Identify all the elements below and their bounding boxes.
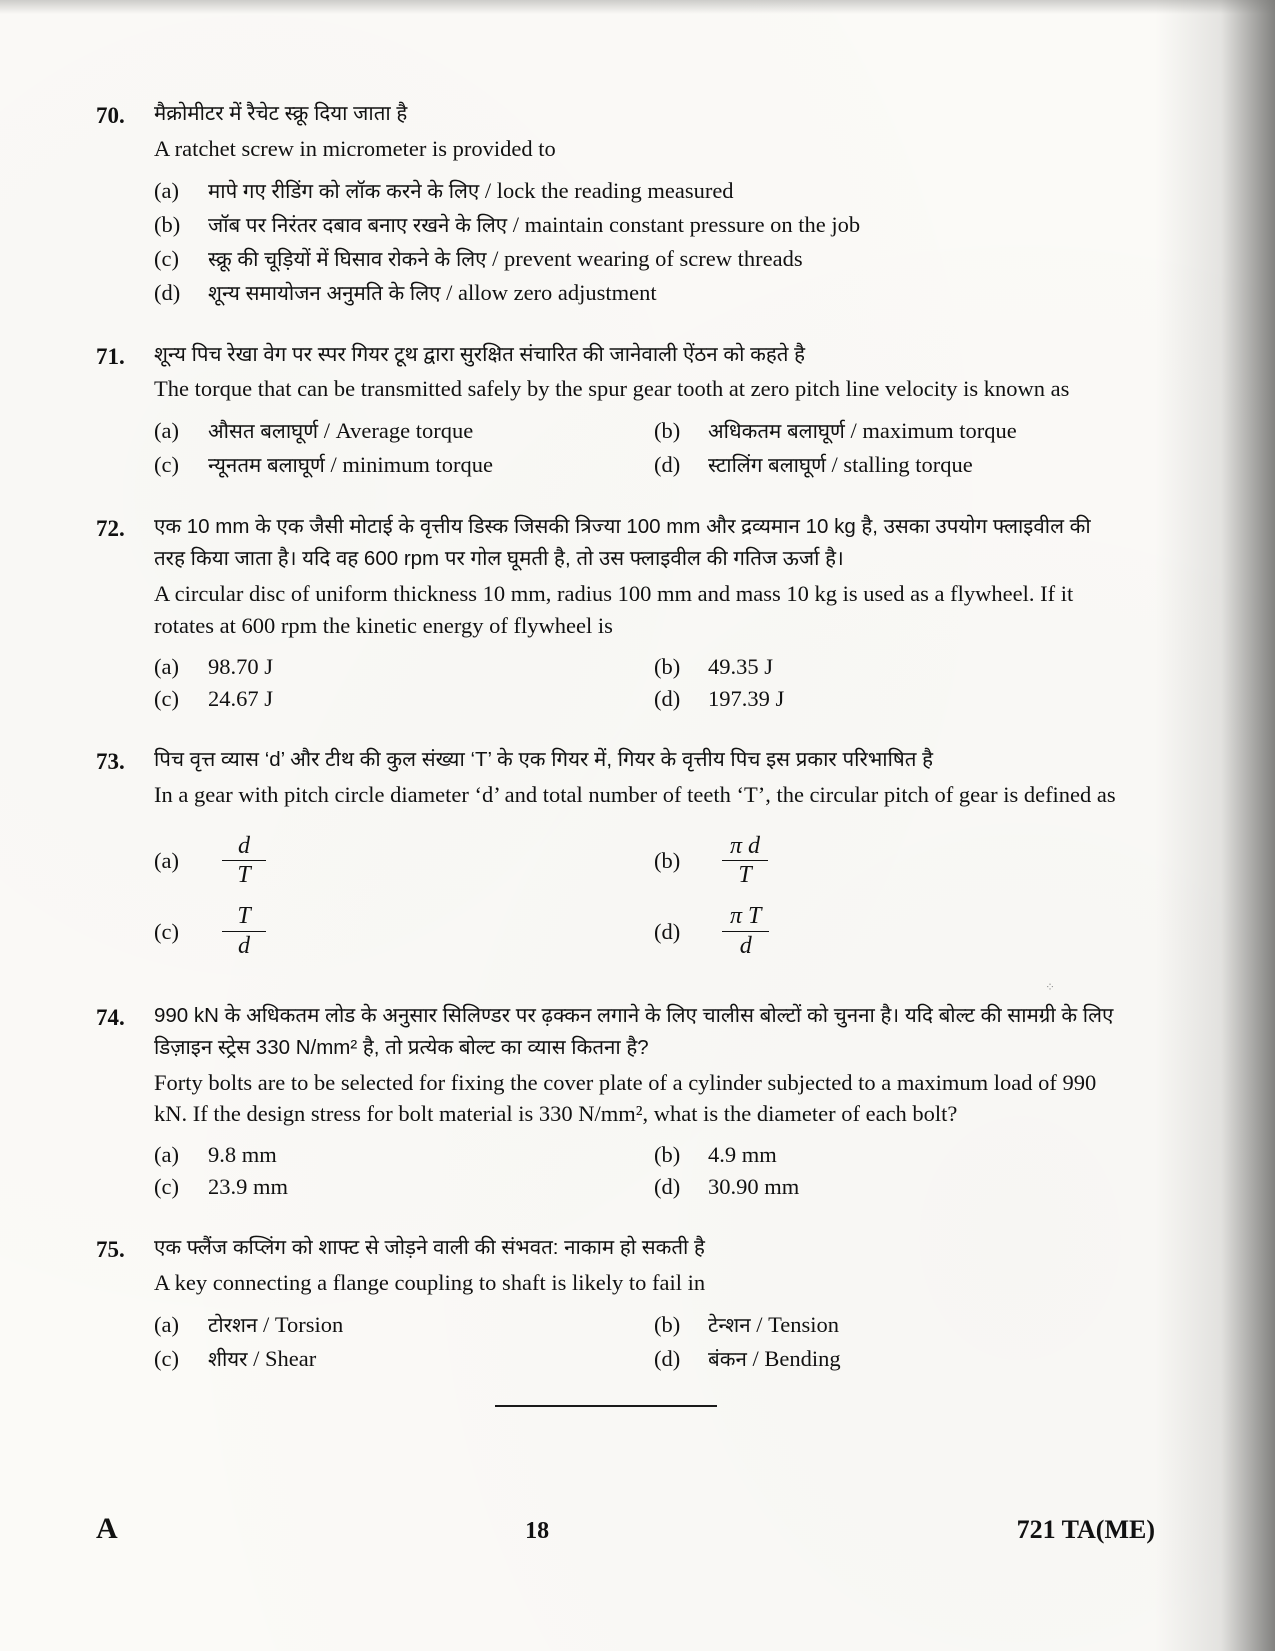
option-text	[208, 1311, 343, 1339]
question-75	[96, 1232, 1116, 1379]
option-text-hindi: शून्य समायोजन अनुमति के लिए	[208, 281, 441, 305]
option-text	[208, 279, 657, 307]
option-text-english: 98.70 J	[208, 653, 274, 679]
option-list	[154, 833, 1116, 961]
option-text-hindi: स्टालिंग बलाघूर्ण	[708, 454, 826, 478]
paper-code: 721 TA(ME)	[1016, 1515, 1155, 1544]
page-number: 18	[525, 1518, 550, 1544]
option-a[interactable]	[154, 1142, 654, 1168]
option-c[interactable]	[154, 245, 1116, 273]
option-b[interactable]	[154, 211, 1116, 239]
option-label: (b)	[654, 1312, 681, 1338]
option-label: (a)	[154, 418, 179, 444]
scan-speck: ⁘	[1045, 980, 1056, 994]
question-text-hindi: एक फ्लैंज कप्लिंग को शाफ्ट से जोड़ने वाली की संभवत: नाकाम हो सकती है	[154, 1236, 705, 1260]
question-body	[154, 1000, 1116, 1206]
section-divider	[495, 1405, 717, 1407]
option-label: (d)	[154, 279, 181, 305]
option-d[interactable]	[654, 686, 784, 712]
option-label: (d)	[654, 918, 681, 944]
option-b[interactable]	[654, 654, 773, 680]
option-text-english: / Torsion	[262, 1312, 344, 1338]
option-text-english: / maintain constant pressure on the job	[512, 211, 861, 237]
option-row	[154, 1345, 1116, 1373]
option-text-english: 24.67 J	[208, 685, 274, 711]
option-row	[154, 177, 1116, 205]
option-row	[154, 903, 1116, 960]
option-row	[154, 1142, 1116, 1168]
option-text-hindi: टोरशन	[208, 1314, 258, 1338]
option-text-english: / stalling torque	[831, 452, 973, 478]
option-text-hindi: जॉब पर निरंतर दबाव बनाए रखने के लिए	[208, 213, 508, 237]
question-text-hindi: पिच वृत्त व्यास ‘d’ और टीथ की कुल संख्या ‘T’ के एक गियर में, गियर के वृत्तीय पिच इस प्रकार परिभाषित है	[154, 747, 933, 771]
question-text-english: Forty bolts are to be selected for fixing the cover plate of a cylinder subjected to a maximum load of 990 kN. If the design stress for bolt material is 330 N/mm², what is the diameter of each bolt?	[154, 1069, 1097, 1127]
fraction-numerator: π d	[730, 832, 761, 859]
option-a[interactable]	[154, 177, 1116, 205]
option-text-english: 49.35 J	[708, 653, 774, 679]
question-number: 74.	[96, 1005, 125, 1031]
fraction-pid-over-T	[722, 833, 768, 890]
option-label: (c)	[154, 1174, 179, 1200]
question-body	[154, 98, 1116, 313]
option-b[interactable]	[654, 417, 1017, 445]
option-list	[154, 1311, 1116, 1373]
option-text-english: / allow zero adjustment	[446, 279, 657, 305]
option-text-hindi: स्क्रू की चूड़ियों में घिसाव रोकने के लिए	[208, 247, 487, 271]
question-text-english: A ratchet screw in micrometer is provided to	[154, 135, 556, 161]
option-text	[208, 211, 860, 239]
option-text-hindi: शीयर	[208, 1348, 248, 1372]
question-text-english: A circular disc of uniform thickness 10 mm, radius 100 mm and mass 10 kg is used as a flywheel. If it rotates at 600 rpm the kinetic energy of flywheel is	[154, 580, 1074, 638]
option-list	[154, 177, 1116, 307]
option-label: (a)	[154, 653, 179, 679]
option-b[interactable]	[654, 833, 768, 890]
option-label: (d)	[654, 685, 681, 711]
question-text-hindi: 990 kN के अधिकतम लोड के अनुसार सिलिण्डर पर ढ़क्कन लगाने के लिए चालीस बोल्टों को चुनना है। यदि बोल्ट की सामग्री के लिए डिज़ाइन स्ट्रेस 330 N/mm² है, तो प्रत्येक बोल्ट का व्यास कितना है?	[154, 1004, 1114, 1059]
option-text-english: / minimum torque	[330, 452, 493, 478]
option-text-hindi: न्यूनतम बलाघूर्ण	[208, 454, 325, 478]
option-text-hindi: टेन्शन	[708, 1314, 751, 1338]
option-text-english: / maximum torque	[850, 418, 1017, 444]
option-c[interactable]	[154, 686, 654, 712]
option-text-english: 197.39 J	[708, 685, 785, 711]
option-text	[708, 1345, 841, 1373]
option-text-hindi: बंकन	[708, 1348, 747, 1372]
fraction-denominator: d	[222, 931, 266, 960]
option-row	[154, 279, 1116, 307]
question-text-english: The torque that can be transmitted safely by the spur gear tooth at zero pitch line velocity is known as	[154, 376, 1070, 402]
question-72	[96, 511, 1116, 717]
option-text	[708, 1311, 839, 1339]
option-label: (c)	[154, 452, 179, 478]
option-text-english: / Average torque	[323, 418, 474, 444]
option-row	[154, 654, 1116, 680]
option-label: (c)	[154, 918, 179, 944]
option-b[interactable]	[654, 1311, 839, 1339]
question-list	[96, 98, 1116, 1407]
question-number: 75.	[96, 1237, 125, 1263]
option-text-english: 4.9 mm	[708, 1142, 777, 1168]
option-text-english: / lock the reading measured	[484, 177, 734, 203]
option-text-hindi: औसत बलाघूर्ण	[208, 420, 319, 444]
option-list	[154, 417, 1116, 479]
option-label: (b)	[654, 1142, 681, 1168]
option-label: (a)	[154, 1312, 179, 1338]
option-text-english: 23.9 mm	[208, 1174, 289, 1200]
option-label: (a)	[154, 847, 179, 873]
option-text-english: / Shear	[253, 1346, 317, 1372]
option-b[interactable]	[654, 1142, 777, 1168]
option-row	[154, 686, 1116, 712]
fraction-numerator: T	[237, 903, 251, 930]
option-label: (c)	[154, 245, 179, 271]
option-label: (b)	[654, 418, 681, 444]
option-a[interactable]	[154, 654, 654, 680]
option-text-english: / Bending	[752, 1346, 841, 1372]
option-label: (c)	[154, 1346, 179, 1372]
option-text-english: / prevent wearing of screw threads	[492, 245, 803, 271]
option-c[interactable]	[154, 451, 654, 479]
option-d[interactable]	[154, 279, 1116, 307]
option-row	[154, 211, 1116, 239]
option-c[interactable]	[154, 1345, 654, 1373]
question-body	[154, 339, 1116, 486]
option-text	[208, 451, 493, 479]
option-label: (a)	[154, 177, 179, 203]
option-row	[154, 245, 1116, 273]
option-text-hindi: अधिकतम बलाघूर्ण	[708, 420, 845, 444]
option-label: (d)	[654, 452, 681, 478]
question-body	[154, 744, 1116, 974]
question-text-hindi: एक 10 mm के एक जैसी मोटाई के वृत्तीय डिस्क जिसकी त्रिज्या 100 mm और द्रव्यमान 10 kg है, उसका उपयोग फ्लाइवील की तरह किया जाता है। यदि वह 600 rpm पर गोल घूमती है, तो उस फ्लाइवील की गतिज ऊर्जा है।	[154, 515, 1091, 571]
option-d[interactable]	[654, 451, 973, 479]
fraction-denominator: T	[222, 860, 266, 889]
option-row	[154, 451, 1116, 479]
option-text	[208, 417, 473, 445]
option-text-english: / Tension	[756, 1312, 840, 1338]
option-a[interactable]	[154, 833, 654, 890]
question-71	[96, 339, 1116, 486]
page-footer	[96, 1512, 1155, 1546]
option-label: (b)	[154, 211, 181, 237]
option-text	[708, 417, 1017, 445]
option-row	[154, 833, 1116, 890]
option-d[interactable]	[654, 1174, 799, 1200]
question-number: 73.	[96, 748, 125, 774]
option-c[interactable]	[154, 903, 654, 960]
booklet-series: A	[96, 1512, 118, 1545]
question-number: 72.	[96, 516, 125, 542]
option-row	[154, 1174, 1116, 1200]
fraction-denominator: T	[722, 860, 768, 889]
option-label: (b)	[654, 847, 681, 873]
option-row	[154, 1311, 1116, 1339]
question-text-hindi: शून्य पिच रेखा वेग पर स्पर गियर टूथ द्वारा सुरक्षित संचारित की जानेवाली ऐंठन को कहते है	[154, 342, 806, 366]
option-text-english: 9.8 mm	[208, 1142, 277, 1168]
option-label: (c)	[154, 685, 179, 711]
fraction-numerator: π T	[730, 903, 762, 930]
fraction-numerator: d	[238, 832, 250, 859]
question-74	[96, 1000, 1116, 1206]
fraction-T-over-d	[222, 903, 266, 960]
option-label: (b)	[654, 653, 681, 679]
option-c[interactable]	[154, 1174, 654, 1200]
option-text	[208, 177, 734, 205]
option-d[interactable]	[654, 1345, 841, 1373]
option-label: (d)	[654, 1346, 681, 1372]
question-text-english: In a gear with pitch circle diameter ‘d’ and total number of teeth ‘T’, the circular pitch of gear is defined as	[154, 781, 1116, 807]
option-label: (a)	[154, 1142, 179, 1168]
fraction-d-over-T	[222, 833, 266, 890]
option-text-english: 30.90 mm	[708, 1174, 800, 1200]
option-a[interactable]	[154, 1311, 654, 1339]
option-text-hindi: मापे गए रीडिंग को लॉक करने के लिए	[208, 179, 480, 203]
option-text	[208, 245, 803, 273]
option-row	[154, 417, 1116, 445]
option-label: (d)	[654, 1174, 681, 1200]
question-73	[96, 744, 1116, 974]
question-number: 71.	[96, 343, 125, 369]
fraction-piT-over-d	[722, 903, 769, 960]
option-d[interactable]	[654, 903, 769, 960]
question-text-hindi: मैक्रोमीटर में रैचेट स्क्रू दिया जाता है	[154, 102, 408, 125]
question-number: 70.	[96, 103, 125, 128]
question-body	[154, 511, 1116, 717]
question-70	[96, 98, 1116, 313]
question-text-english: A key connecting a flange coupling to shaft is likely to fail in	[154, 1270, 706, 1296]
option-list	[154, 1142, 1116, 1200]
option-text	[208, 1345, 316, 1373]
option-text	[708, 451, 973, 479]
option-list	[154, 654, 1116, 712]
question-body	[154, 1232, 1116, 1379]
fraction-denominator: d	[722, 931, 769, 960]
option-a[interactable]	[154, 417, 654, 445]
